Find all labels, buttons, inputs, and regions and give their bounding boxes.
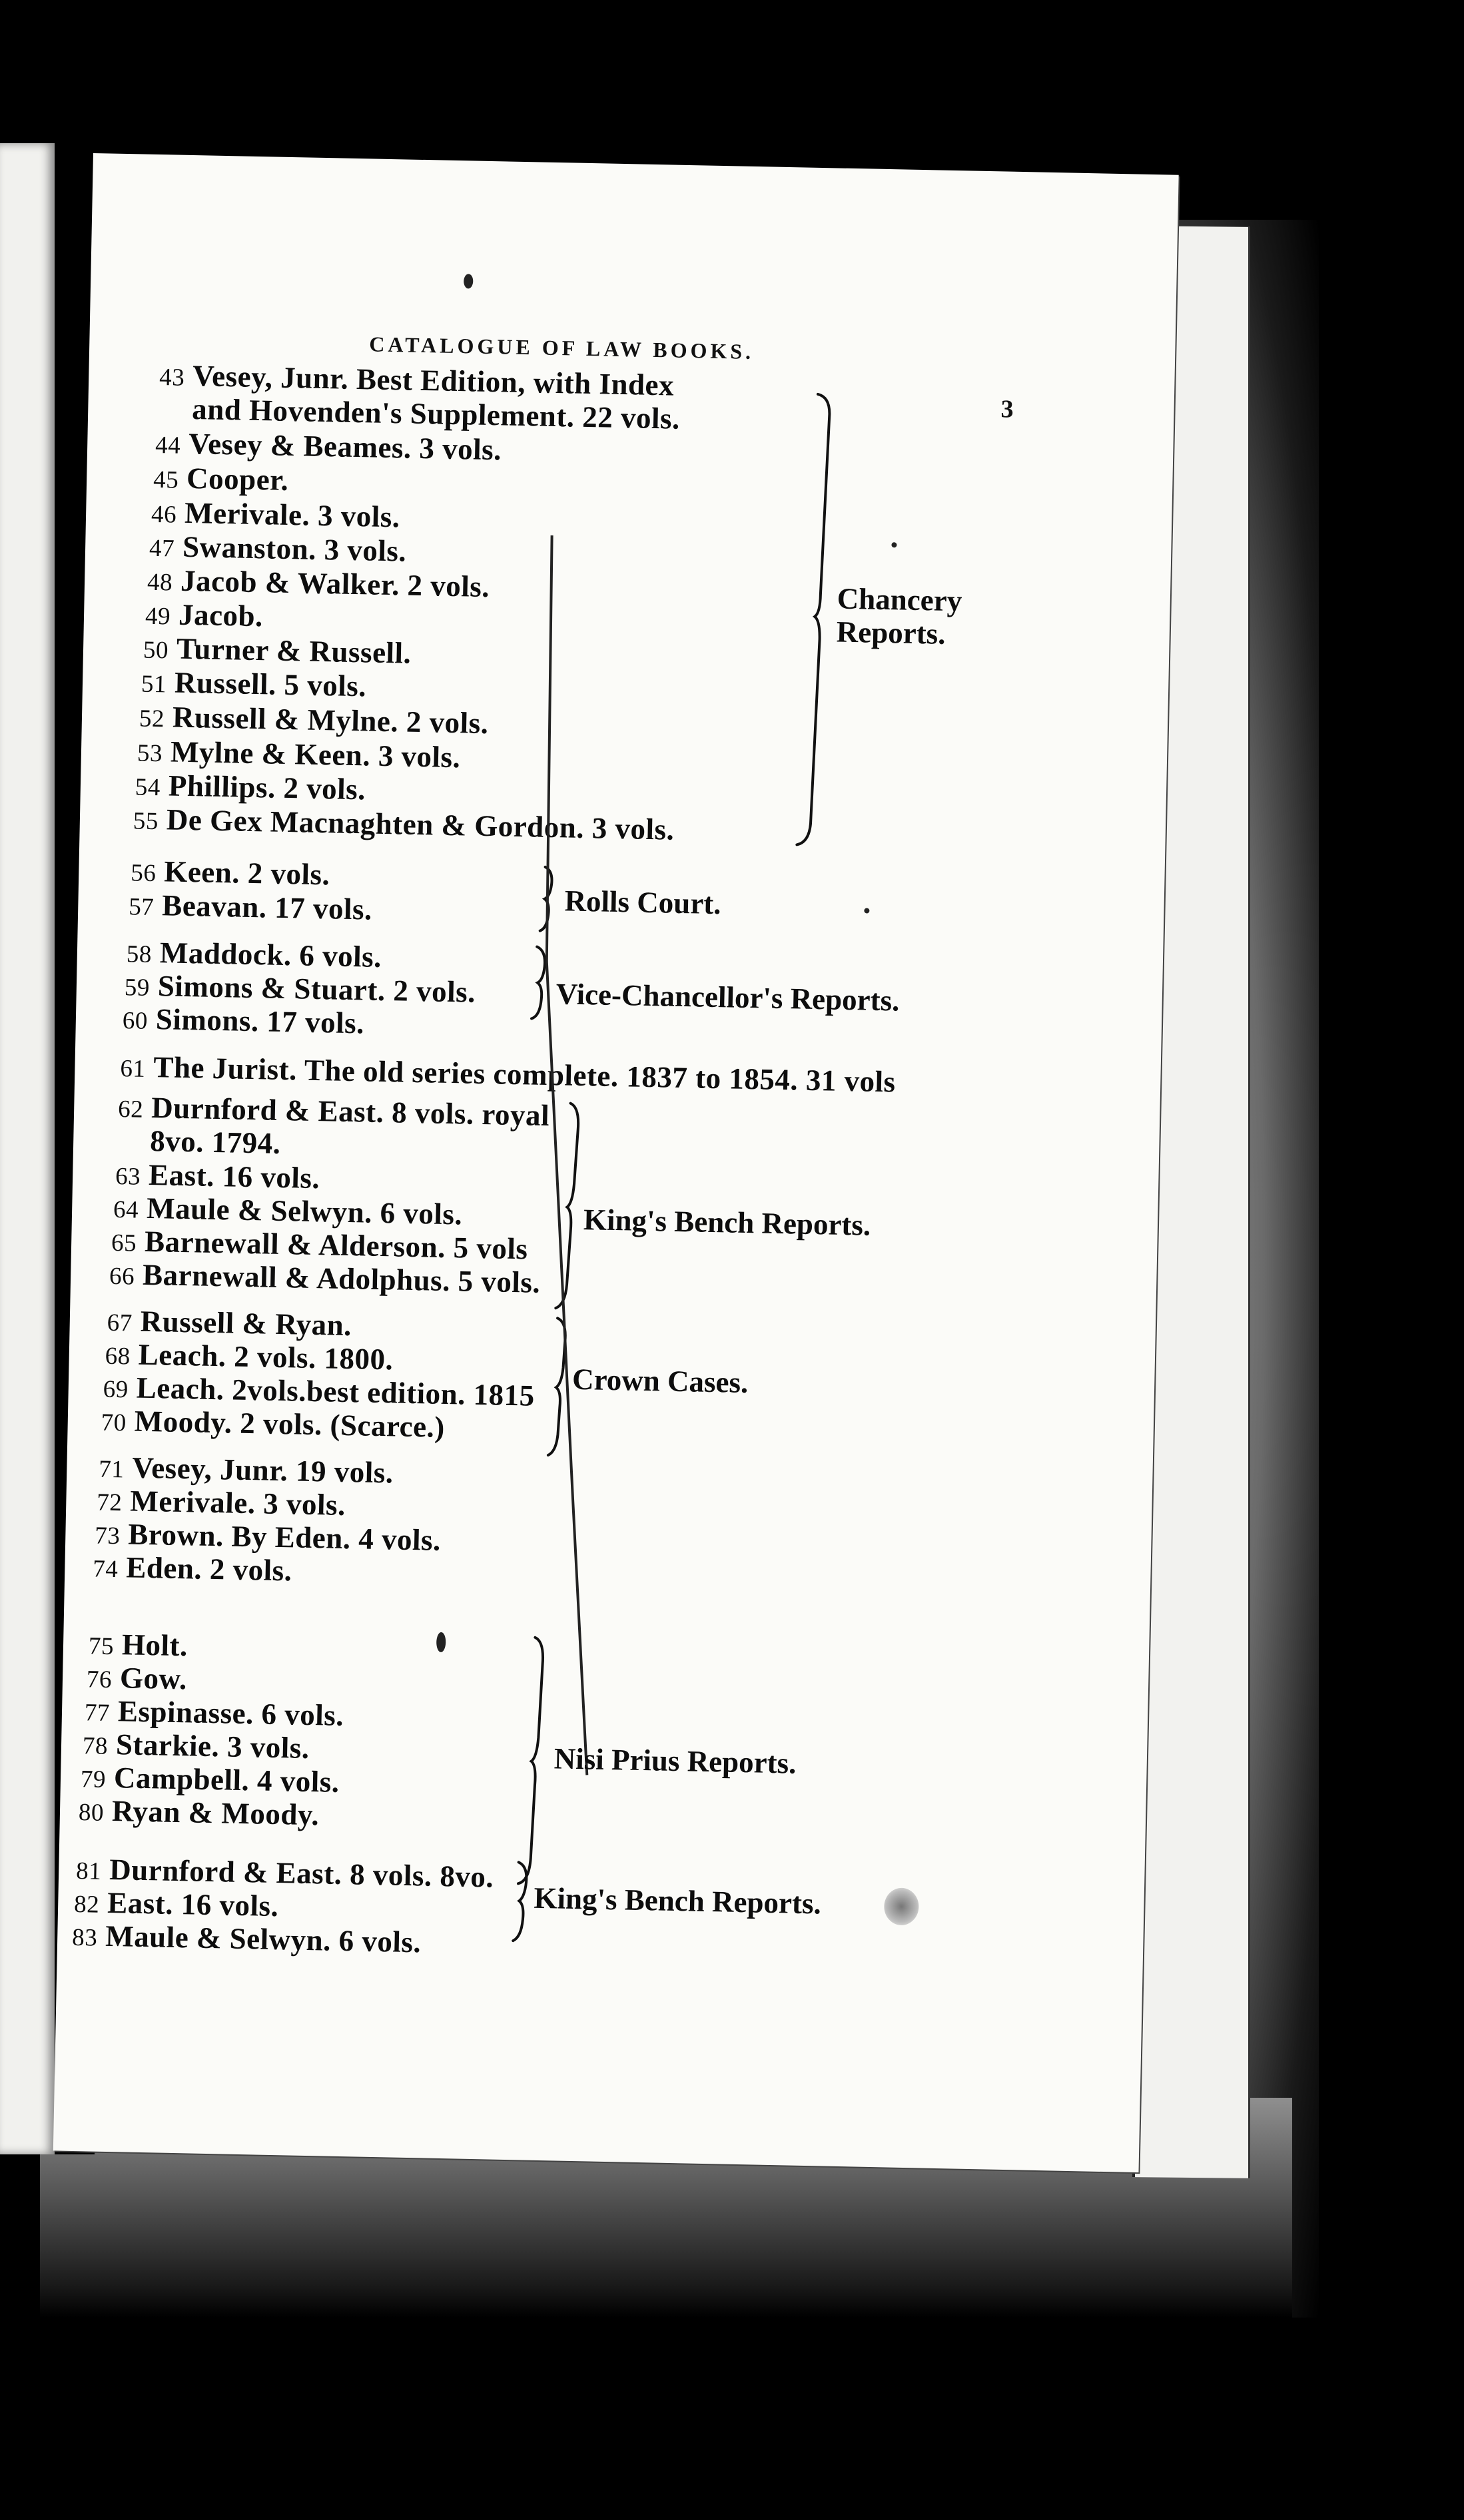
entry-text: Jacob. [178, 597, 264, 633]
pen-stroke-line [527, 535, 611, 1775]
entry-text: Brown. By Eden. 4 vols. [127, 1517, 442, 1557]
entry-number: 75 [88, 1632, 115, 1661]
entry-text: Russell & Ryan. [140, 1304, 352, 1343]
entry-text: Turner & Russell. [176, 631, 412, 670]
entry-number: 52 [139, 705, 165, 733]
entry-number: 76 [86, 1666, 113, 1694]
entry-number: 64 [113, 1195, 139, 1224]
nisi-prius-brace [518, 1637, 544, 1884]
entry-text: East. 16 vols. [107, 1885, 279, 1923]
entry-number: 53 [137, 739, 163, 768]
entry-text: Barnewall & Alderson. 5 vols [144, 1224, 528, 1266]
entry-text: Ryan & Moody. [111, 1794, 320, 1832]
entry-number: 49 [145, 602, 171, 631]
entry-number: 51 [141, 670, 167, 699]
entry-number: 66 [109, 1262, 135, 1291]
entry-text: Maule & Selwyn. 6 vols. [105, 1919, 422, 1959]
entry-text: Moody. 2 vols. (Scarce.) [134, 1404, 446, 1444]
entry-text: East. 16 vols. [148, 1157, 320, 1195]
entry-number: 62 [117, 1096, 144, 1123]
chancery-brace [797, 394, 830, 846]
entry-text: Russell. 5 vols. [174, 665, 367, 703]
entry-number: 47 [149, 534, 175, 563]
entry-text: Espinasse. 6 vols. [117, 1694, 344, 1733]
ink-speck [891, 542, 897, 547]
entry-number: 80 [78, 1799, 105, 1827]
entry-number: 70 [101, 1409, 127, 1437]
entry-text: Barnewall & Adolphus. 5 vols. [142, 1257, 541, 1299]
entry-text: Durnford & East. 8 vols. royal [151, 1091, 550, 1133]
entry-text: 8vo. 1794. [149, 1124, 281, 1160]
entry-text: Phillips. 2 vols. [168, 769, 366, 806]
entry-number: 81 [75, 1857, 102, 1885]
entry-text: Merivale. 3 vols. [129, 1484, 346, 1522]
entry-number: 50 [143, 636, 169, 665]
entry-text: Holt. [121, 1628, 188, 1663]
crown-cases-brace [548, 1318, 565, 1455]
group-label-nisi-prius: Nisi Prius Reports. [553, 1741, 797, 1780]
entry-text: Merivale. 3 vols. [184, 495, 401, 534]
entry-text: Swanston. 3 vols. [182, 529, 407, 568]
group-label-kings-bench-1: King's Bench Reports. [583, 1203, 871, 1242]
entry-number: 58 [126, 940, 153, 969]
braces-layer [53, 153, 1179, 2172]
entry-number: 78 [82, 1732, 109, 1760]
entry-text: Beavan. 17 vols. [161, 888, 373, 926]
entry-text: Starkie. 3 vols. [115, 1728, 310, 1765]
entry-number: 72 [96, 1488, 123, 1517]
group-label-kings-bench-2: King's Bench Reports. [534, 1881, 822, 1921]
entry-text: Russell & Mylne. 2 vols. [172, 700, 489, 741]
entry-text: Vesey, Junr. Best Edition, with Index [192, 359, 675, 402]
entry-text: De Gex Macnaghten & Gordon. 3 vols. [166, 802, 675, 846]
group-label-vice-chancellor: Vice-Chancellor's Reports. [555, 977, 900, 1018]
entry-number: 63 [115, 1162, 141, 1191]
entry-number: 71 [98, 1455, 125, 1484]
entry-number: 57 [128, 893, 155, 922]
entry-text: Leach. 2vols.best edition. 1815 [136, 1371, 536, 1413]
entry-number: 69 [103, 1375, 129, 1404]
entry-number: 48 [147, 568, 173, 597]
entry-number: 56 [130, 859, 157, 888]
entry-text: Simons & Stuart. 2 vols. [157, 969, 476, 1009]
entry-text: Durnford & East. 8 vols. 8vo. [109, 1853, 494, 1894]
entry-text: Simons. 17 vols. [155, 1002, 365, 1040]
entry-text: Mylne & Keen. 3 vols. [170, 735, 461, 775]
entry-number: 55 [133, 807, 159, 836]
entry-number: 61 [120, 1055, 146, 1083]
running-head: CATALOGUE OF LAW BOOKS. [368, 332, 755, 364]
entry-number: 46 [151, 500, 177, 529]
entry-number: 44 [155, 431, 181, 460]
entry-number: 67 [107, 1309, 133, 1337]
entry-text: Leach. 2 vols. 1800. [138, 1337, 394, 1377]
entry-text: Maddock. 6 vols. [159, 936, 382, 974]
entry-text: Campbell. 4 vols. [113, 1761, 340, 1799]
page-number: 3 [1000, 395, 1014, 424]
entry-number: 83 [71, 1923, 98, 1952]
entry-number: 45 [153, 466, 179, 494]
previous-page-sliver [0, 143, 55, 2154]
entry-number: 65 [111, 1229, 137, 1257]
entry-number: 74 [92, 1555, 119, 1584]
group-label-chancery: Chancery [837, 581, 962, 618]
group-label-rolls-court: Rolls Court. [564, 884, 722, 921]
vice-chancellor-brace [532, 946, 545, 1018]
entry-number: 60 [122, 1007, 149, 1035]
entry-text: Gow. [119, 1661, 188, 1696]
entry-number: 68 [105, 1342, 131, 1371]
entry-text: Cooper. [186, 461, 289, 497]
entry-number: 73 [94, 1522, 121, 1550]
entry-text: The Jurist. The old series complete. 1837 to 1854. 31 vols [153, 1050, 897, 1099]
entry-text: Vesey, Junr. 19 vols. [131, 1450, 394, 1490]
entry-text: Jacob & Walker. 2 vols. [180, 563, 490, 604]
entry-number: 59 [124, 974, 151, 1002]
entry-text: Keen. 2 vols. [163, 854, 330, 892]
entry-text: and Hovenden's Supplement. 22 vols. [191, 392, 681, 436]
group-label-chancery-reports: Reports. [836, 615, 946, 651]
catalogue-page [53, 153, 1179, 2172]
entry-text: Maule & Selwyn. 6 vols. [146, 1191, 463, 1231]
entry-text: Eden. 2 vols. [125, 1550, 292, 1588]
entry-number: 79 [80, 1765, 107, 1793]
group-label-crown-cases: Crown Cases. [571, 1362, 749, 1400]
entry-text: Vesey & Beames. 3 vols. [188, 426, 502, 467]
entry-number: 82 [73, 1890, 100, 1919]
entry-number: 54 [135, 773, 161, 802]
kings-bench-brace-2 [513, 1862, 527, 1941]
entry-number: 43 [159, 364, 185, 392]
entry-number: 77 [84, 1699, 111, 1727]
